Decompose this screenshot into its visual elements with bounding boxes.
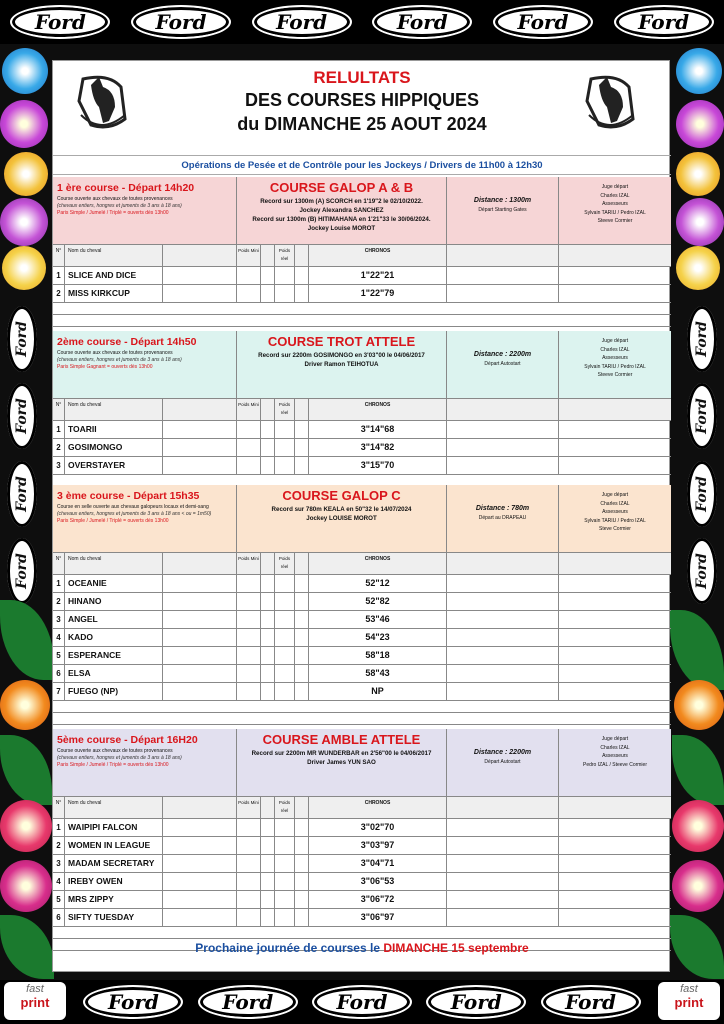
ford-logo: Ford xyxy=(7,538,37,604)
horse-name: MADAM SECRETARY xyxy=(65,855,163,872)
start-type: Départ au DRAPEAU xyxy=(478,515,527,521)
title-line-3: du DIMANCHE 25 AOUT 2024 xyxy=(237,114,487,134)
col-poids-mini: Poids Mini xyxy=(237,245,261,266)
horse-name: TOARII xyxy=(65,421,163,438)
col-num: N° xyxy=(53,245,65,266)
horse-name: ELSA xyxy=(65,665,163,682)
official-line: Pedro IZAL / Steeve Cormier xyxy=(582,761,647,768)
table-row xyxy=(53,575,671,593)
col-poids-reel: Poids réel xyxy=(275,399,295,420)
horse-name: ANGEL xyxy=(65,611,163,628)
ford-logo: Ford xyxy=(493,5,593,39)
official-line: Steeve Cormier xyxy=(597,372,633,378)
race-condition: Course ouverte aux chevaux de toutes provenances xyxy=(57,748,173,754)
col-poids-mini: Poids Mini xyxy=(237,553,261,574)
race-heading: 1 ère course - Départ 14h20 xyxy=(57,182,195,194)
record-line: Record sur 780m KEALA en 50"32 le 14/07/2024 xyxy=(271,506,412,513)
col-poids-reel: Poids réel xyxy=(275,245,295,266)
table-spacer xyxy=(53,303,671,315)
ford-logo: Ford xyxy=(687,461,717,527)
start-type: Départ Starting Gates xyxy=(478,207,527,213)
distance: Distance : 2200m xyxy=(473,749,532,756)
col-name: Nom du cheval xyxy=(65,399,163,420)
official-line: Charles IZAL xyxy=(600,346,630,353)
horse-number: 1 xyxy=(53,575,65,592)
race-conditions xyxy=(53,177,237,244)
horse-chrono: 52"82 xyxy=(309,593,447,610)
ford-logo: Ford xyxy=(687,306,717,372)
horse-number: 7 xyxy=(53,683,65,700)
table-spacer xyxy=(53,701,671,713)
record-line: Driver James YUN SAO xyxy=(307,759,376,766)
horse-name: OVERSTAYER xyxy=(65,457,163,474)
title-line-2: DES COURSES HIPPIQUES xyxy=(244,90,480,110)
horse-head-icon xyxy=(69,71,135,135)
ford-logo: Ford xyxy=(372,5,472,39)
ford-logo: Ford xyxy=(198,985,298,1019)
ford-logo: Ford xyxy=(687,383,717,449)
ford-logo: Ford xyxy=(7,461,37,527)
horse-chrono: 3"15"70 xyxy=(309,457,447,474)
horse-head-icon xyxy=(577,71,643,135)
table-row xyxy=(53,439,671,457)
table-spacer xyxy=(53,713,671,725)
distance: Distance : 1300m xyxy=(473,197,532,204)
ford-logo: Ford xyxy=(541,985,641,1019)
race-condition: (chevaux entiers, hongres et juments de 3 ans à 18 ans) xyxy=(57,755,182,761)
official-line: Assesseurs xyxy=(602,355,628,361)
horse-chrono: 58"43 xyxy=(309,665,447,682)
distance: Distance : 780m xyxy=(475,505,530,512)
race-header xyxy=(53,177,671,245)
betting-info: Paris Simple / Jumelé / Triplé = ouverts dès 13h00 xyxy=(57,762,169,768)
course-info xyxy=(237,177,447,244)
col-name: Nom du cheval xyxy=(65,553,163,574)
horse-chrono: 58"18 xyxy=(309,647,447,664)
table-row xyxy=(53,593,671,611)
table-row xyxy=(53,891,671,909)
table-spacer xyxy=(53,315,671,327)
horse-number: 5 xyxy=(53,891,65,908)
horse-name: WAIPIPI FALCON xyxy=(65,819,163,836)
record-line: Record sur 1300m (B) HITIMAHANA en 1'21"33 le 30/06/2024. xyxy=(252,216,431,223)
official-line: Assesseurs xyxy=(602,509,628,515)
horse-name: WOMEN IN LEAGUE xyxy=(65,837,163,854)
race-condition: (chevaux entiers, hongres et juments de 3 ans à 18 ans < ou = 1m50) xyxy=(57,511,212,517)
horse-number: 3 xyxy=(53,457,65,474)
horse-name: SLICE AND DICE xyxy=(65,267,163,284)
distance-info xyxy=(447,485,559,552)
col-name: Nom du cheval xyxy=(65,245,163,266)
record-line: Record sur 1300m (A) SCORCH en 1'19"2 le 02/10/2022. xyxy=(260,198,423,205)
official-line: Juge départ xyxy=(601,492,629,498)
record-line: Record sur 2200m MR WUNDERBAR en 2'56"00 le 04/06/2017 xyxy=(251,750,432,757)
race-heading: 5ème course - Départ 16H20 xyxy=(57,734,198,746)
horse-chrono: 3"03"97 xyxy=(309,837,447,854)
official-line: Sylvain TARIU / Pedro IZAL xyxy=(584,363,646,370)
horse-name: SIFTY TUESDAY xyxy=(65,909,163,926)
col-poids-reel: Poids réel xyxy=(275,553,295,574)
table-row xyxy=(53,421,671,439)
horse-chrono: 3"14"82 xyxy=(309,439,447,456)
ford-logo: Ford xyxy=(252,5,352,39)
ford-logo: Ford xyxy=(614,5,714,39)
official-line: Charles IZAL xyxy=(600,744,630,751)
official-line: Juge départ xyxy=(601,338,629,344)
table-row xyxy=(53,909,671,927)
betting-info: Paris Simple / Jumelé / Triplé = ouverts dès 13h00 xyxy=(57,518,169,524)
race-conditions xyxy=(53,729,237,796)
horse-chrono: 3"14"68 xyxy=(309,421,447,438)
horse-chrono: NP xyxy=(309,683,447,700)
officials xyxy=(559,485,671,552)
table-row xyxy=(53,285,671,303)
table-row xyxy=(53,819,671,837)
race-condition: (chevaux entiers, hongres et juments de 3 ans à 18 ans) xyxy=(57,203,182,209)
official-line: Juge départ xyxy=(601,736,629,742)
ford-logo: Ford xyxy=(131,5,231,39)
horse-chrono: 53"46 xyxy=(309,611,447,628)
horse-chrono: 1"22"79 xyxy=(309,285,447,302)
next-race-day: Prochaine journée de courses le DIMANCHE 15 septembre xyxy=(195,941,529,955)
race-header xyxy=(53,729,671,797)
col-poids-mini: Poids Mini xyxy=(237,797,261,818)
horse-name: ESPERANCE xyxy=(65,647,163,664)
column-header xyxy=(53,797,671,819)
col-num: N° xyxy=(53,797,65,818)
horse-number: 4 xyxy=(53,629,65,646)
col-chronos: CHRONOS xyxy=(309,797,447,818)
race-heading: 2ème course - Départ 14h50 xyxy=(57,336,197,348)
betting-info: Paris Simple / Jumelé / Triplé = ouverts dès 13h00 xyxy=(57,210,169,216)
table-row xyxy=(53,837,671,855)
table-row xyxy=(53,683,671,701)
horse-name: IREBY OWEN xyxy=(65,873,163,890)
course-info xyxy=(237,729,447,796)
col-name: Nom du cheval xyxy=(65,797,163,818)
col-poids-mini: Poids Mini xyxy=(237,399,261,420)
course-title: COURSE AMBLE ATTELE xyxy=(262,732,421,747)
record-line: Record sur 2200m GOSIMONGO en 3'03"00 le 04/06/2017 xyxy=(258,352,425,359)
horse-name: OCEANIE xyxy=(65,575,163,592)
official-line: Steeve Cormier xyxy=(597,218,633,224)
ford-logo: Ford xyxy=(687,538,717,604)
horse-number: 2 xyxy=(53,837,65,854)
horse-name: HINANO xyxy=(65,593,163,610)
table-row xyxy=(53,855,671,873)
ford-logo-column-left xyxy=(0,300,44,610)
col-num: N° xyxy=(53,399,65,420)
table-row xyxy=(53,629,671,647)
horse-name: GOSIMONGO xyxy=(65,439,163,456)
officials xyxy=(559,331,671,398)
horse-chrono: 54"23 xyxy=(309,629,447,646)
distance-info xyxy=(447,729,559,796)
column-header xyxy=(53,399,671,421)
course-title: COURSE GALOP A & B xyxy=(269,180,414,195)
record-line: Jockey LOUISE MOROT xyxy=(306,515,377,522)
horse-number: 1 xyxy=(53,819,65,836)
ford-logo: Ford xyxy=(312,985,412,1019)
official-line: Assesseurs xyxy=(602,753,628,759)
start-type: Départ Autostart xyxy=(484,759,521,765)
race-conditions xyxy=(53,331,237,398)
horse-chrono: 3"06"53 xyxy=(309,873,447,890)
horse-name: KADO xyxy=(65,629,163,646)
table-spacer xyxy=(53,927,671,939)
race-condition: Course en selle ouverte aux chevaux galopeurs locaux et demi-sang xyxy=(57,504,209,510)
table-row xyxy=(53,457,671,475)
distance-info xyxy=(447,331,559,398)
official-line: Sylvain TARIU / Pedro IZAL xyxy=(584,517,646,524)
column-header xyxy=(53,553,671,575)
official-line: Charles IZAL xyxy=(600,500,630,507)
horse-number: 1 xyxy=(53,267,65,284)
table-row xyxy=(53,647,671,665)
horse-name: FUEGO (NP) xyxy=(65,683,163,700)
ford-logo: Ford xyxy=(7,383,37,449)
course-info xyxy=(237,485,447,552)
col-poids-reel: Poids réel xyxy=(275,797,295,818)
distance: Distance : 2200m xyxy=(473,351,532,358)
ford-logo-row-top xyxy=(0,0,724,44)
official-line: Steve Cormier xyxy=(599,526,631,532)
col-chronos: CHRONOS xyxy=(309,553,447,574)
officials xyxy=(559,177,671,244)
official-line: Charles IZAL xyxy=(600,192,630,199)
race-condition: Course ouverte aux chevaux de toutes provenances xyxy=(57,196,173,202)
course-title: COURSE GALOP C xyxy=(282,488,401,503)
ford-logo-column-right xyxy=(680,300,724,610)
column-header xyxy=(53,245,671,267)
horse-number: 2 xyxy=(53,593,65,610)
horse-number: 5 xyxy=(53,647,65,664)
horse-number: 1 xyxy=(53,421,65,438)
col-chronos: CHRONOS xyxy=(309,399,447,420)
race-header xyxy=(53,485,671,553)
horse-chrono: 52"12 xyxy=(309,575,447,592)
betting-info: Paris Simple Gagnant = ouverts dès 13h00 xyxy=(57,364,153,370)
official-line: Assesseurs xyxy=(602,201,628,207)
ford-logo-row-bottom xyxy=(0,980,724,1024)
record-line: Jockey Alexandra SANCHEZ xyxy=(299,207,384,214)
table-row xyxy=(53,665,671,683)
race-heading: 3 ème course - Départ 15h35 xyxy=(57,490,200,502)
horse-chrono: 1"22"21 xyxy=(309,267,447,284)
table-row xyxy=(53,611,671,629)
race-condition: (chevaux entiers, hongres et juments de 3 ans à 18 ans) xyxy=(57,357,182,363)
race-condition: Course ouverte aux chevaux de toutes provenances xyxy=(57,350,173,356)
record-line: Jockey Louise MOROT xyxy=(307,225,376,232)
results-sheet xyxy=(52,60,670,972)
col-num: N° xyxy=(53,553,65,574)
course-info xyxy=(237,331,447,398)
official-line: Juge départ xyxy=(601,184,629,190)
horse-number: 2 xyxy=(53,439,65,456)
officials xyxy=(559,729,671,796)
fastprint-logo-left: fast print xyxy=(4,982,66,1020)
horse-number: 6 xyxy=(53,909,65,926)
table-row xyxy=(53,873,671,891)
horse-name: MRS ZIPPY xyxy=(65,891,163,908)
course-title: COURSE TROT ATTELE xyxy=(267,334,416,349)
horse-number: 3 xyxy=(53,855,65,872)
horse-chrono: 3"06"72 xyxy=(309,891,447,908)
horse-chrono: 3"06"97 xyxy=(309,909,447,926)
ford-logo: Ford xyxy=(83,985,183,1019)
horse-number: 4 xyxy=(53,873,65,890)
horse-number: 6 xyxy=(53,665,65,682)
race-conditions xyxy=(53,485,237,552)
horse-chrono: 3"04"71 xyxy=(309,855,447,872)
distance-info xyxy=(447,177,559,244)
start-type: Départ Autostart xyxy=(484,361,521,367)
race-header xyxy=(53,331,671,399)
horse-number: 3 xyxy=(53,611,65,628)
record-line: Driver Ramon TEIHOTUA xyxy=(304,361,379,368)
title-line-1: RELULTATS xyxy=(313,68,411,87)
header xyxy=(53,61,671,155)
fastprint-logo-right: fast print xyxy=(658,982,720,1020)
operations-notice: Opérations de Pesée et de Contrôle pour les Jockeys / Drivers de 11h00 à 12h30 xyxy=(53,155,671,175)
horse-chrono: 3"02"70 xyxy=(309,819,447,836)
ford-logo: Ford xyxy=(10,5,110,39)
official-line: Sylvain TARIU / Pedro IZAL xyxy=(584,209,646,216)
table-row xyxy=(53,267,671,285)
ford-logo: Ford xyxy=(426,985,526,1019)
col-chronos: CHRONOS xyxy=(309,245,447,266)
ford-logo: Ford xyxy=(7,306,37,372)
horse-number: 2 xyxy=(53,285,65,302)
horse-name: MISS KIRKCUP xyxy=(65,285,163,302)
